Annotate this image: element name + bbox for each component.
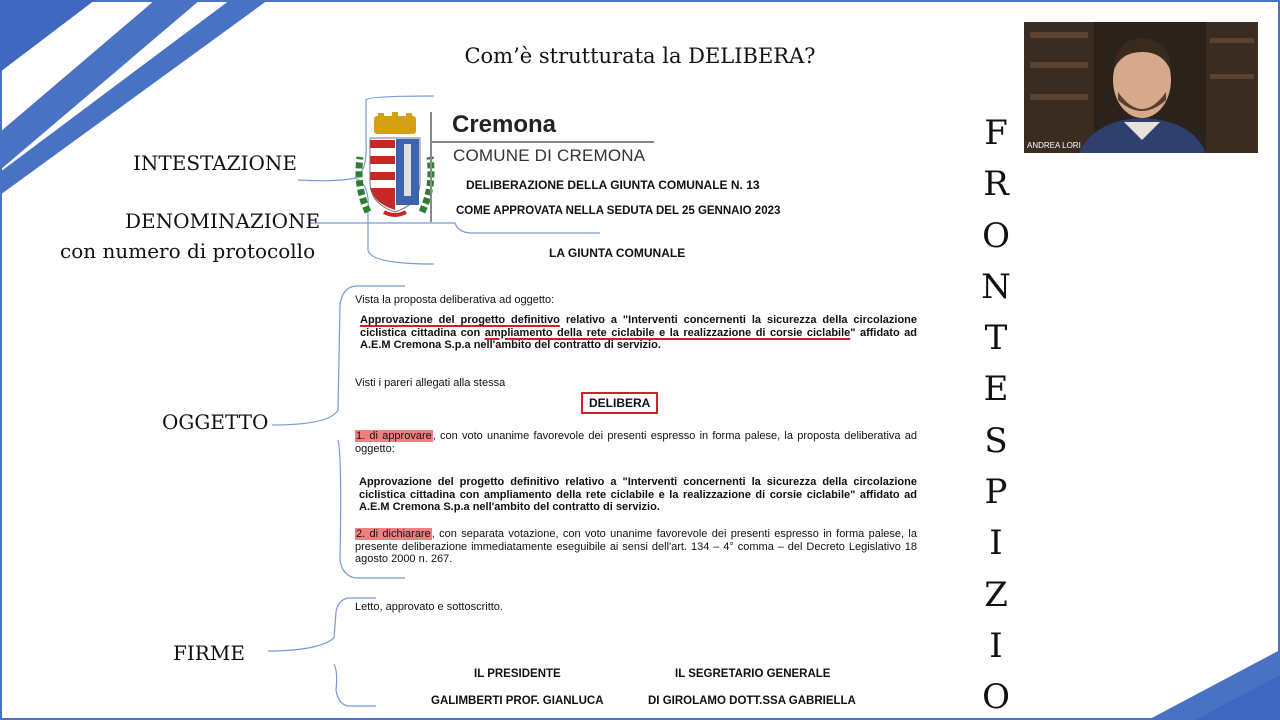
delibera-number: DELIBERAZIONE DELLA GIUNTA COMUNALE N. 13 bbox=[466, 178, 760, 192]
presidente-title: IL PRESIDENTE bbox=[474, 668, 561, 680]
label-oggetto: OGGETTO bbox=[162, 410, 269, 434]
webcam-participant-name: ANDREA LORI bbox=[1027, 141, 1081, 150]
visti-text: Visti i pareri allegati alla stessa bbox=[355, 377, 506, 389]
vertical-letter: O bbox=[982, 215, 1010, 256]
oggetto-underline-1: Approvazione del progetto definitivo bbox=[360, 314, 560, 326]
vertical-letter: O bbox=[982, 677, 1010, 718]
seduta-date: COME APPROVATA NELLA SEDUTA DEL 25 GENNAIO 2023 bbox=[456, 205, 781, 217]
item2-highlight: 2. di dichiarare bbox=[356, 528, 431, 540]
item2-text: , con separata votazione, con voto unanime favorevole dei presenti espresso in forma palese, la presente deliberazione immediatamente eseguibile ai sensi dell'art. 134 – 4° comma – del Decreto Legislativo 18 agosto 2000 n. 267. bbox=[355, 528, 917, 565]
logo-divider bbox=[430, 112, 432, 222]
item2-paragraph bbox=[355, 528, 917, 566]
label-intestazione: INTESTAZIONE bbox=[133, 151, 298, 175]
item1-highlight: 1. di approvare bbox=[356, 430, 432, 442]
delibera-box: DELIBERA bbox=[581, 392, 658, 414]
oggetto-text-2: " affidato ad A.E.M Cremona S.p.a nell'ambito del contratto di servizio. bbox=[360, 326, 917, 351]
logo-line bbox=[432, 141, 654, 143]
logo-comune: COMUNE DI CREMONA bbox=[453, 146, 646, 165]
vertical-letter: S bbox=[984, 420, 1008, 461]
label-firme: FIRME bbox=[173, 641, 245, 665]
item1-text: , con voto unanime favorevole dei presenti espresso in forma palese, la proposta deliberativa ad oggetto: bbox=[355, 430, 917, 455]
vertical-letter: N bbox=[981, 266, 1011, 307]
logo-city: Cremona bbox=[452, 111, 557, 138]
presidente-name: GALIMBERTI PROF. GIANLUCA bbox=[431, 695, 604, 707]
vertical-letter: I bbox=[989, 523, 1003, 564]
vertical-letter: I bbox=[989, 625, 1003, 666]
vertical-letter: Z bbox=[984, 574, 1008, 615]
letto-text: Letto, approvato e sottoscritto. bbox=[355, 601, 503, 613]
oggetto-repeat-paragraph: Approvazione del progetto definitivo relativo a "Interventi concernenti la sicurezza della circolazione ciclistica cittadina con ampliamento della rete ciclabile e la realizzazione di corsie ciclabile" affidato ad A.E.M Cremona S.p.a nell'ambito del contratto di servizio. bbox=[359, 476, 917, 513]
vertical-letter: E bbox=[983, 369, 1009, 410]
webcam-video[interactable] bbox=[1024, 22, 1258, 153]
vertical-letter: T bbox=[984, 318, 1008, 359]
vertical-letter: R bbox=[983, 164, 1009, 205]
vertical-letter: P bbox=[984, 472, 1008, 513]
item1-paragraph bbox=[355, 430, 917, 455]
vista-text: Vista la proposta deliberativa ad oggetto: bbox=[355, 294, 555, 306]
segretario-name: DI GIROLAMO DOTT.SSA GABRIELLA bbox=[648, 695, 856, 707]
label-denominazione: DENOMINAZIONE bbox=[125, 209, 321, 233]
segretario-title: IL SEGRETARIO GENERALE bbox=[675, 668, 831, 680]
oggetto-paragraph bbox=[360, 314, 917, 352]
cremona-coat-of-arms-icon bbox=[354, 112, 436, 224]
webcam-feed-illustration bbox=[1024, 22, 1258, 153]
slide-title: Com’è strutturata la DELIBERA? bbox=[464, 44, 816, 68]
organ-title: LA GIUNTA COMUNALE bbox=[549, 246, 686, 260]
vertical-word-frontespizio bbox=[978, 108, 1014, 720]
label-protocollo: con numero di protocollo bbox=[60, 239, 316, 263]
vertical-letter: F bbox=[984, 113, 1008, 153]
oggetto-underline-2: ampliamento della rete ciclabile e la realizzazione di corsie ciclabile bbox=[484, 326, 851, 339]
oggetto-text-1: relativo a "Interventi concernenti la sicurezza della circolazione ciclistica cittadina con bbox=[360, 314, 917, 339]
